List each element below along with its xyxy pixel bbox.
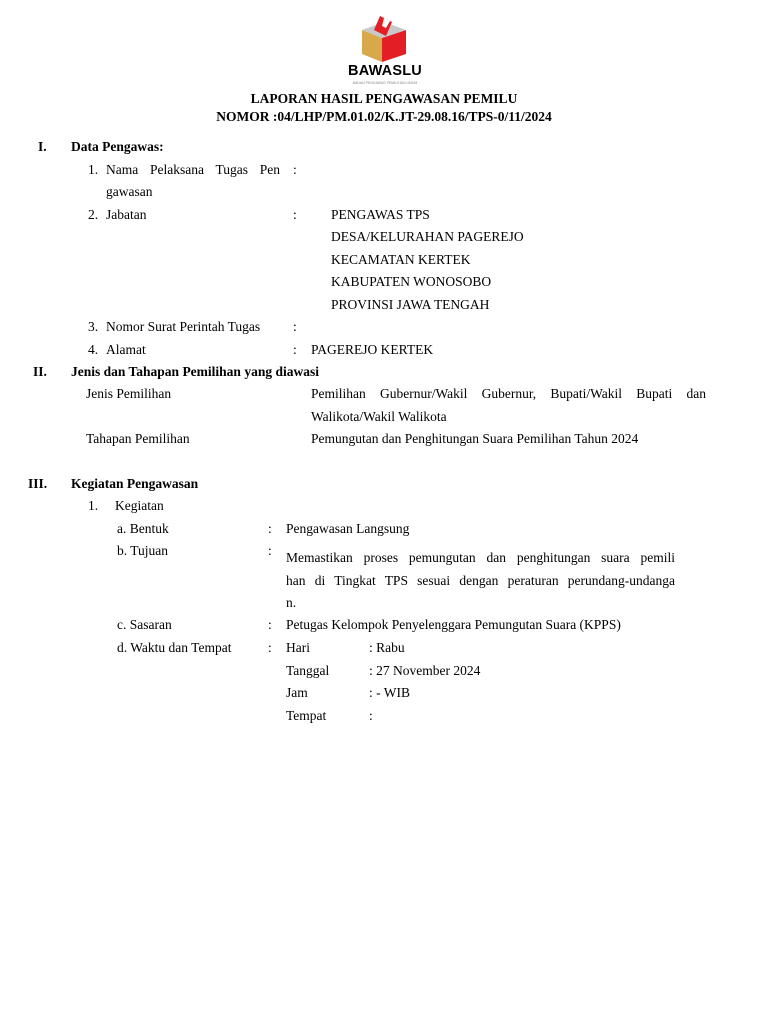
- logo-tagline: BADAN PENGAWAS PEMILIHAN UMUM: [352, 81, 418, 85]
- ballot-box-icon: [360, 14, 410, 64]
- bawaslu-logo: [344, 14, 426, 86]
- tahapan-value: Pemungutan dan Penghitungan Suara Pemilihan Tahun 2024: [311, 431, 639, 446]
- item2-number: 2.: [88, 207, 99, 222]
- tujuan-colon: :: [268, 543, 272, 558]
- section2-numeral: II.: [33, 364, 47, 379]
- bentuk-value: Pengawasan Langsung: [286, 521, 410, 536]
- waktu-colon: :: [268, 640, 272, 655]
- item4-label: Alamat: [106, 342, 146, 357]
- jenis-value: Pemilihan Gubernur/Wakil Gubernur, Bupati/Wakil Bupati dan: [311, 386, 706, 401]
- jabatan-line: KECAMATAN KERTEK: [331, 252, 471, 267]
- jabatan-line: DESA/KELURAHAN PAGEREJO: [331, 229, 524, 244]
- item1-number: 1.: [88, 162, 99, 177]
- item1-colon: :: [293, 162, 297, 177]
- tujuan-value-cont: han di Tingkat TPS sesuai dengan peraturan perundang-undanga: [286, 573, 675, 588]
- kegiatan-label: Kegiatan: [115, 498, 164, 513]
- jam-key: Jam: [286, 685, 308, 700]
- tujuan-value-end: n.: [286, 595, 297, 610]
- jam-value: : - WIB: [369, 685, 410, 700]
- jenis-label: Jenis Pemilihan: [86, 386, 172, 401]
- item1-label-cont: gawasan: [106, 184, 153, 199]
- jabatan-line: PENGAWAS TPS: [331, 207, 430, 222]
- report-number: NOMOR :04/LHP/PM.01.02/K.JT-29.08.16/TPS-0/11/2024: [216, 109, 552, 124]
- sasaran-colon: :: [268, 617, 272, 632]
- bentuk-colon: :: [268, 521, 272, 536]
- item1-label: Nama Pelaksana Tugas Pen: [106, 162, 280, 177]
- alamat-value: PAGEREJO KERTEK: [311, 342, 434, 357]
- item2-colon: :: [293, 207, 297, 222]
- item4-number: 4.: [88, 342, 99, 357]
- sasaran-label: c. Sasaran: [117, 617, 172, 632]
- waktu-label: d. Waktu dan Tempat: [117, 640, 232, 655]
- tanggal-key: Tanggal: [286, 663, 330, 678]
- item4-colon: :: [293, 342, 297, 357]
- hari-value: : Rabu: [369, 640, 405, 655]
- tahapan-label: Tahapan Pemilihan: [86, 431, 190, 446]
- section2-heading: Jenis dan Tahapan Pemilihan yang diawasi: [71, 364, 319, 379]
- logo-text: BAWASLU: [348, 63, 422, 79]
- item3-label: Nomor Surat Perintah Tugas: [106, 319, 261, 334]
- sasaran-value: Petugas Kelompok Penyelenggara Pemungutan Suara (KPPS): [286, 617, 621, 632]
- tujuan-label: b. Tujuan: [117, 543, 169, 558]
- report-title: LAPORAN HASIL PENGAWASAN PEMILU: [250, 91, 518, 106]
- tanggal-value: : 27 November 2024: [369, 663, 481, 678]
- item2-label: Jabatan: [106, 207, 147, 222]
- hari-key: Hari: [286, 640, 310, 655]
- jabatan-line: KABUPATEN WONOSOBO: [331, 274, 492, 289]
- tempat-key: Tempat: [286, 708, 327, 723]
- tempat-value: :: [369, 708, 373, 723]
- bentuk-label: a. Bentuk: [117, 521, 169, 536]
- kegiatan-number: 1.: [88, 498, 99, 513]
- jenis-value-cont: Walikota/Wakil Walikota: [311, 409, 447, 424]
- section1-numeral: I.: [38, 139, 47, 154]
- section1-heading: Data Pengawas:: [71, 139, 164, 154]
- jabatan-line: PROVINSI JAWA TENGAH: [331, 297, 490, 312]
- tujuan-value: Memastikan proses pemungutan dan penghitungan suara pemili: [286, 550, 675, 565]
- item3-colon: :: [293, 319, 297, 334]
- section3-numeral: III.: [28, 476, 48, 491]
- section3-heading: Kegiatan Pengawasan: [71, 476, 199, 491]
- item3-number: 3.: [88, 319, 99, 334]
